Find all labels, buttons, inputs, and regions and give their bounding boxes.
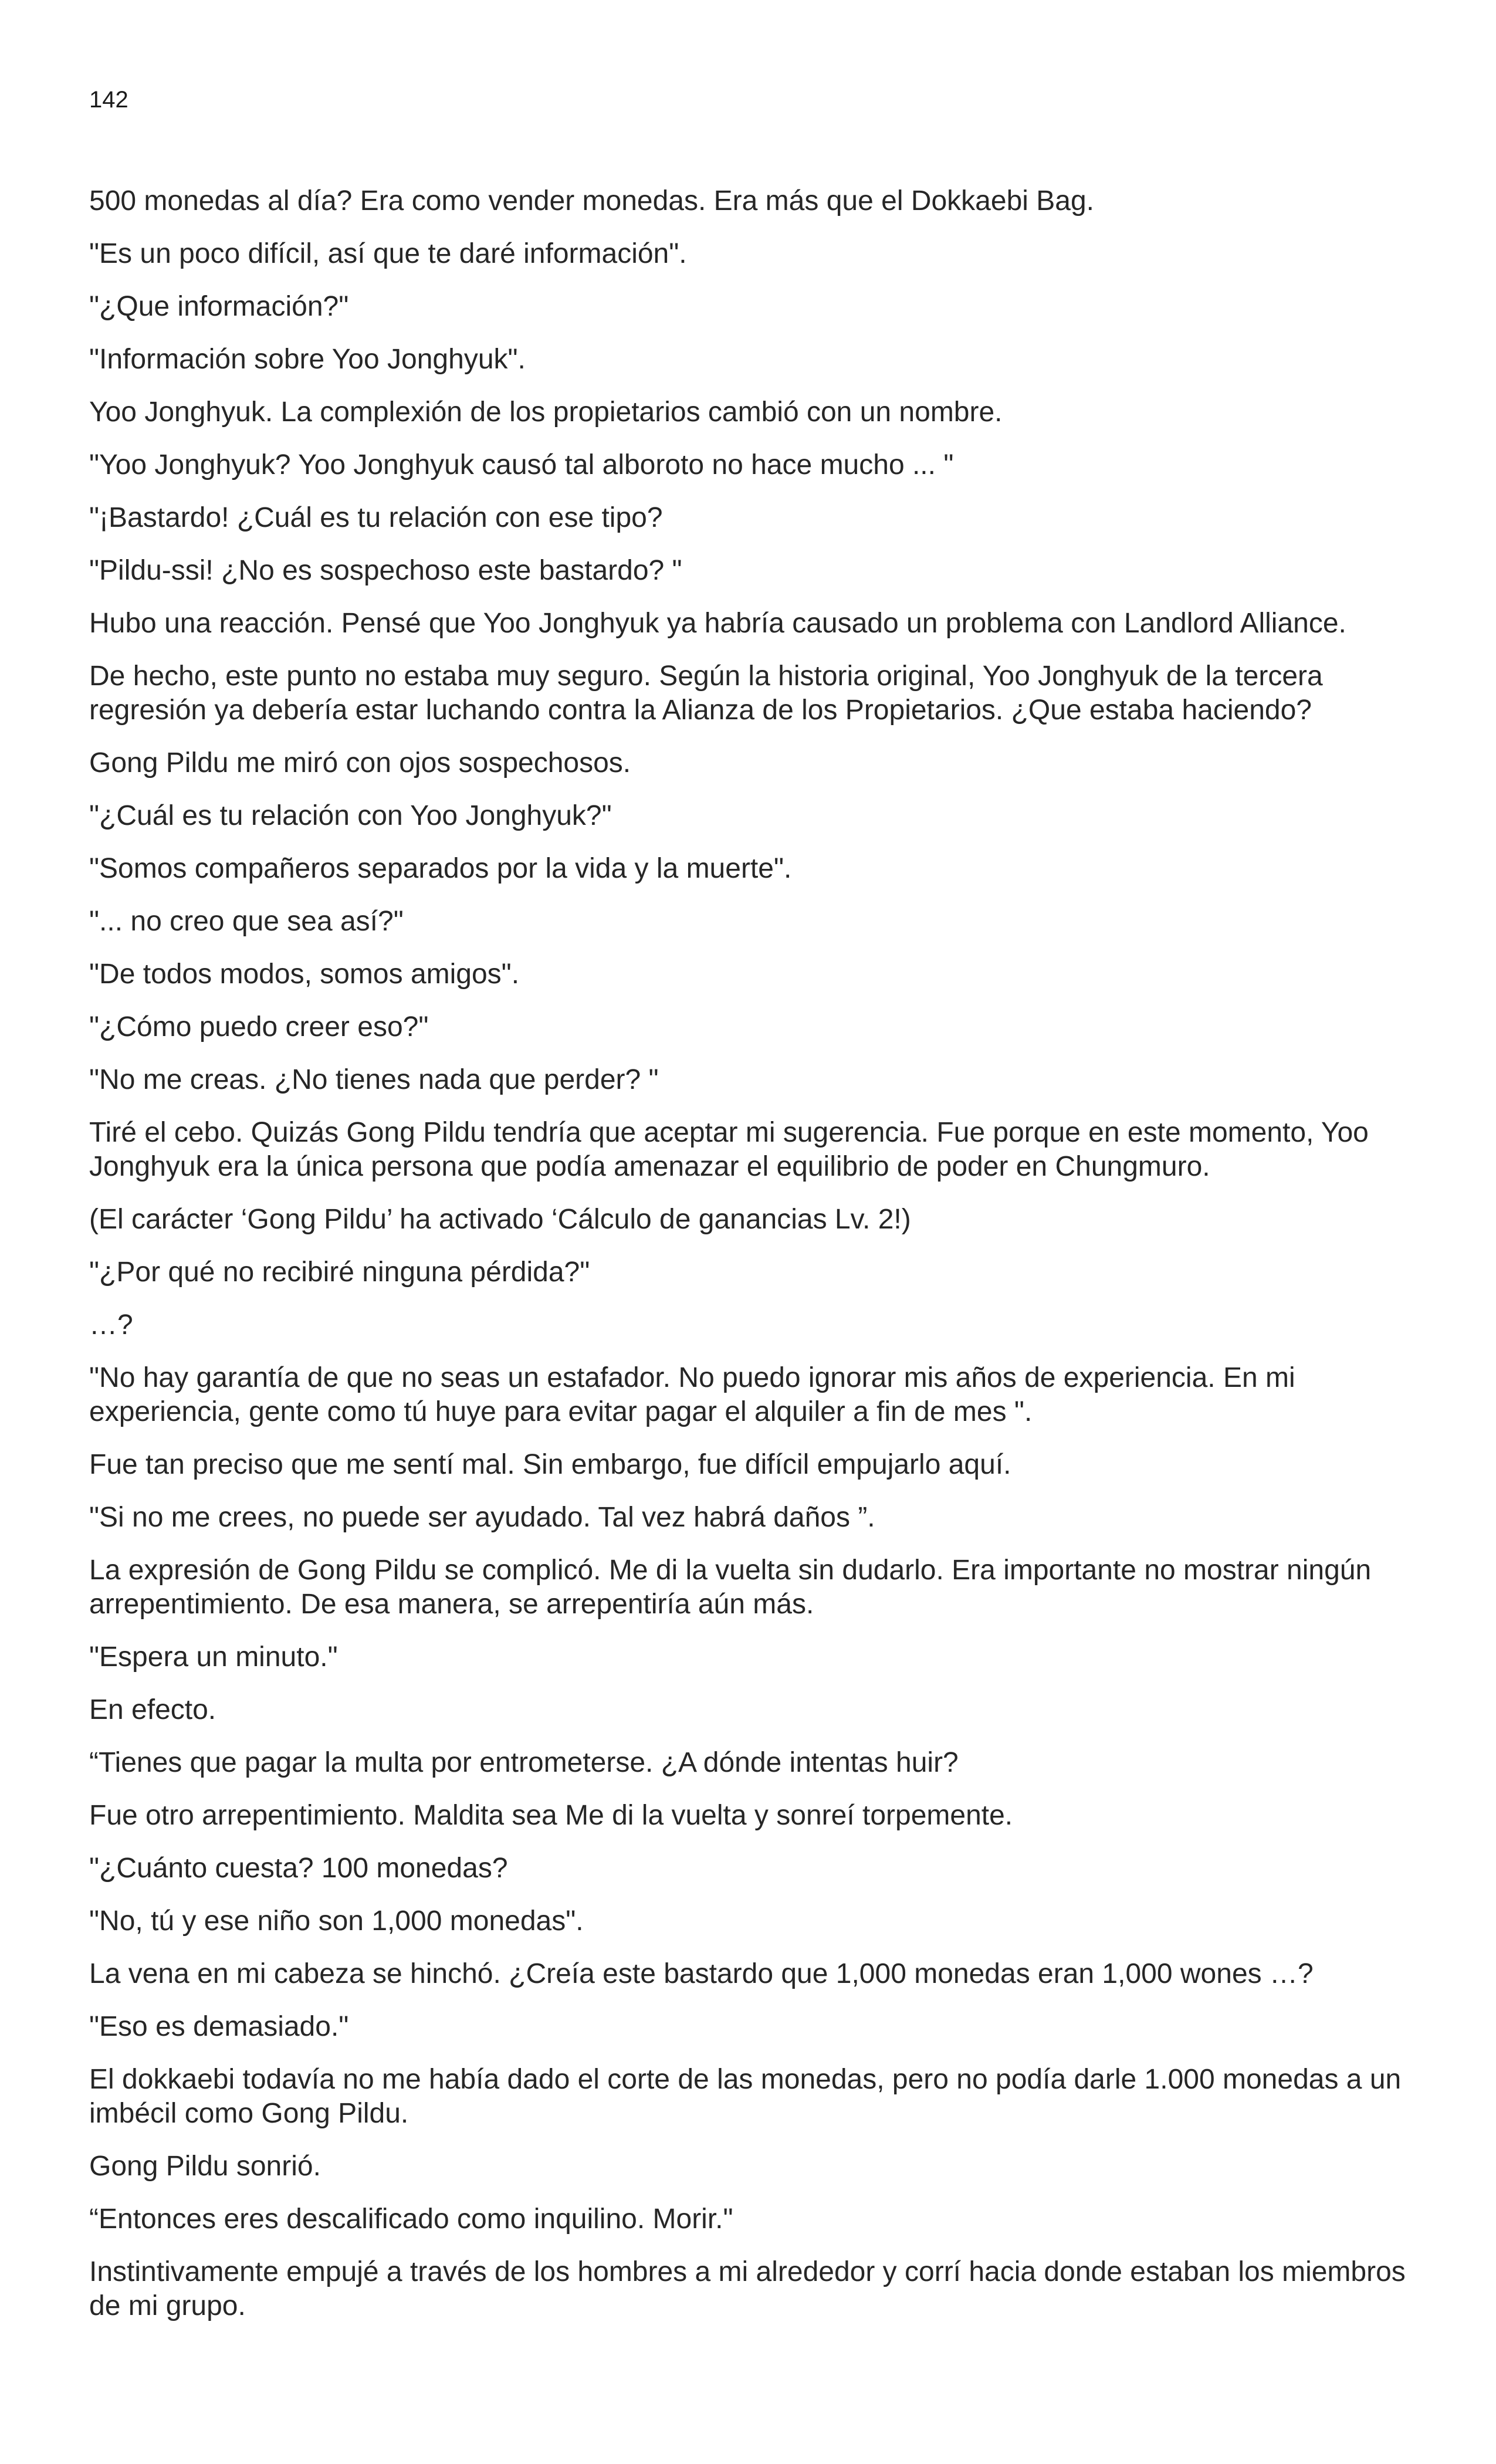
- paragraph: "Información sobre Yoo Jonghyuk".: [89, 344, 526, 375]
- paragraph: “Tienes que pagar la multa por entrometerse. ¿A dónde intentas huir?: [89, 1747, 959, 1778]
- paragraph: Hubo una reacción. Pensé que Yoo Jonghyuk ya habría causado un problema con Landlord Alliance.: [89, 608, 1346, 639]
- paragraph: La expresión de Gong Pildu se complicó. Me di la vuelta sin dudarlo. Era importante no mostrar ningún arrepentimiento. De esa manera, se arrepentiría aún más.: [89, 1555, 1372, 1620]
- paragraph: "¿Por qué no recibiré ninguna pérdida?": [89, 1257, 590, 1288]
- paragraph: Instintivamente empujé a través de los hombres a mi alrededor y corrí hacia donde estaban los miembros de mi grupo.: [89, 2256, 1406, 2321]
- paragraph: "Espera un minuto.": [89, 1641, 338, 1673]
- paragraph: "Pildu-ssi! ¿No es sospechoso este bastardo? ": [89, 555, 682, 586]
- paragraph: De hecho, este punto no estaba muy seguro. Según la historia original, Yoo Jonghyuk de la tercera regresión ya debería estar luchando contra la Alianza de los Propietarios. ¿Que estaba haciendo?: [89, 661, 1323, 726]
- paragraph: Fue otro arrepentimiento. Maldita sea Me di la vuelta y sonreí torpemente.: [89, 1800, 1013, 1831]
- paragraph: Gong Pildu sonrió.: [89, 2151, 321, 2182]
- paragraph: "Yoo Jonghyuk? Yoo Jonghyuk causó tal alboroto no hace mucho ... ": [89, 449, 954, 480]
- document-body: [89, 184, 1427, 2342]
- paragraph: "¿Cómo puedo creer eso?": [89, 1011, 429, 1043]
- paragraph: “Entonces eres descalificado como inquilino. Morir.": [89, 2204, 733, 2235]
- paragraph: Fue tan preciso que me sentí mal. Sin embargo, fue difícil empujarlo aquí.: [89, 1449, 1011, 1480]
- paragraph: Gong Pildu me miró con ojos sospechosos.: [89, 747, 631, 779]
- paragraph: En efecto.: [89, 1694, 216, 1725]
- paragraph: "¿Que información?": [89, 291, 349, 322]
- paragraph: Tiré el cebo. Quizás Gong Pildu tendría que aceptar mi sugerencia. Fue porque en este momento, Yoo Jonghyuk era la única persona que podía amenazar el equilibrio de poder en Chungmuro.: [89, 1117, 1369, 1182]
- paragraph: "¿Cuánto cuesta? 100 monedas?: [89, 1853, 508, 1884]
- paragraph: "... no creo que sea así?": [89, 906, 404, 937]
- paragraph: "No, tú y ese niño son 1,000 monedas".: [89, 1905, 584, 1937]
- paragraph: …?: [89, 1309, 133, 1341]
- paragraph: "Si no me crees, no puede ser ayudado. Tal vez habrá daños ”.: [89, 1502, 875, 1533]
- paragraph: "De todos modos, somos amigos".: [89, 959, 520, 990]
- paragraph: La vena en mi cabeza se hinchó. ¿Creía este bastardo que 1,000 monedas eran 1,000 wones …?: [89, 1958, 1314, 1989]
- paragraph: 500 monedas al día? Era como vender monedas. Era más que el Dokkaebi Bag.: [89, 185, 1094, 216]
- paragraph: "Es un poco difícil, así que te daré información".: [89, 238, 687, 269]
- paragraph: "¿Cuál es tu relación con Yoo Jonghyuk?": [89, 800, 612, 831]
- paragraph: "¡Bastardo! ¿Cuál es tu relación con ese tipo?: [89, 502, 663, 533]
- paragraph: (El carácter ‘Gong Pildu’ ha activado ‘Cálculo de ganancias Lv. 2!): [89, 1204, 911, 1235]
- paragraph: "No hay garantía de que no seas un estafador. No puedo ignorar mis años de experiencia. En mi experiencia, gente como tú huye para evitar pagar el alquiler a fin de mes ".: [89, 1362, 1295, 1427]
- paragraph: El dokkaebi todavía no me había dado el corte de las monedas, pero no podía darle 1.000 monedas a un imbécil como Gong Pildu.: [89, 2064, 1402, 2129]
- paragraph: "Eso es demasiado.": [89, 2011, 349, 2042]
- paragraph: Yoo Jonghyuk. La complexión de los propietarios cambió con un nombre.: [89, 397, 1003, 428]
- paragraph: "No me creas. ¿No tienes nada que perder? ": [89, 1064, 659, 1095]
- page-number: 142: [89, 87, 128, 113]
- paragraph: "Somos compañeros separados por la vida y la muerte".: [89, 853, 792, 884]
